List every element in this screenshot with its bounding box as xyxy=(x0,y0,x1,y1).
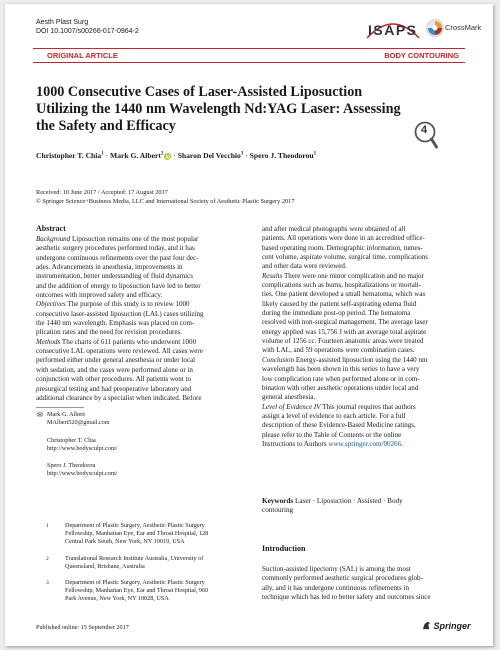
contact-name: Christopher T. Chia xyxy=(47,437,96,444)
abstract-line xyxy=(36,328,242,337)
line-text: likely caused by the patient self-aspirating edema fluid xyxy=(262,299,417,308)
line-text: assign a level of evidence to each article. For a full xyxy=(262,411,406,420)
line-text: volume of 1256 cc. Fourteen anatomic areas were treated xyxy=(262,337,424,346)
affiliation-line: Department of Plastic Surgery, Aesthetic Plastic Surgery xyxy=(65,579,205,586)
contact-link[interactable]: http://www.bodysculpt.com/ xyxy=(47,470,118,477)
abstract-line xyxy=(262,375,468,384)
author-name[interactable]: Christopher T. Chia xyxy=(36,151,102,160)
journal-doi: DOI 10.1007/s00266-017-0964-2 xyxy=(36,28,139,35)
abstract-line xyxy=(262,346,468,355)
affiliation-line: Central Park South, New York, NY 10019, USA xyxy=(65,538,185,545)
line-text: and other data were reviewed. xyxy=(262,262,347,271)
contact-link[interactable]: MAlbert520@gmail.com xyxy=(47,419,110,426)
received-accepted: Received: 10 June 2017 / Accepted: 17 August 2017 xyxy=(36,189,168,196)
line-text: instrumentation, better understanding of fluid dynamics xyxy=(36,272,193,281)
abstract-line xyxy=(262,262,468,271)
author-list xyxy=(36,151,316,160)
line-text: The charts of 611 patients who underwent 1000 xyxy=(60,337,197,346)
author-affiliation-mark: 2 xyxy=(160,151,164,157)
contact-link[interactable]: http://www.bodysculpt.com/ xyxy=(47,445,118,452)
abstract-line xyxy=(36,310,242,319)
introduction-line: ally, and it has undergone continuous refinements in xyxy=(262,583,409,592)
line-text: cent volume, aspirate volume, surgical time, complications xyxy=(262,253,429,262)
article-title: 1000 Consecutive Cases of Laser-Assisted Liposuction Utilizing the 1440 nm Wavelength Nd:YAG Laser: Assessing the Safety and Efficacy xyxy=(36,84,401,134)
affiliation-number: 3 xyxy=(46,580,49,586)
journal-name: Aesth Plast Surg xyxy=(36,19,89,26)
abstract-line xyxy=(262,253,468,262)
author-affiliation-mark: 3 xyxy=(240,151,244,157)
introduction-line: technique which has led to better safety and outcomes since xyxy=(262,593,431,602)
author-name[interactable]: Mark G. Albert xyxy=(110,151,161,160)
abstract-line xyxy=(36,244,242,253)
line-text: description of these Evidence-Based Medicine ratings, xyxy=(262,421,416,430)
introduction-heading: Introduction xyxy=(262,544,306,553)
line-text: low complication rate when performed alone or in com- xyxy=(262,374,420,383)
article-type-label: ORIGINAL ARTICLE xyxy=(47,51,118,60)
author-affiliation-mark: 1 xyxy=(101,151,104,157)
article-page xyxy=(5,4,493,646)
abstract-line xyxy=(262,337,468,346)
isaps-logo-text: ISAPS xyxy=(368,22,418,38)
line-text: bination with other aesthetic operations under local and xyxy=(262,383,419,392)
abstract-line xyxy=(262,300,468,309)
line-tail: . xyxy=(401,439,403,448)
line-text: additional clearance by a specialist when indicated. Before xyxy=(36,393,202,402)
line-text: undergone continuous refinements over the past four dec- xyxy=(36,253,199,262)
line-text: consecutive LAL operations were reviewed. All cases were xyxy=(36,347,203,356)
line-text: presurgical testing and had preoperative laboratory and xyxy=(36,384,192,393)
author-name[interactable]: Sharon Del Vecchio xyxy=(177,151,241,160)
line-text: during the immediate post-op period. The hematoma xyxy=(262,309,411,318)
abstract-line xyxy=(36,291,242,300)
abstract-line xyxy=(262,384,468,393)
affiliation-line: Translational Research Institute Australia, University of xyxy=(65,555,204,562)
abstract-line xyxy=(262,365,468,374)
springer-logo-text: Springer xyxy=(433,621,471,631)
line-text: conjunction with other procedures. All patients went to xyxy=(36,375,191,384)
article-dates xyxy=(36,189,294,206)
article-category-label: BODY CONTOURING xyxy=(384,51,459,60)
abstract-line xyxy=(262,356,468,365)
abstract-line xyxy=(262,234,468,243)
line-text: performed either under general anesthesia or under local xyxy=(36,356,196,365)
abstract-line xyxy=(36,272,242,281)
crossmark-button[interactable] xyxy=(426,17,482,39)
citations-count: 4 xyxy=(421,124,428,136)
keywords xyxy=(262,497,462,516)
affiliation-line: Park Avenue, New York, NY 10028, USA xyxy=(65,595,169,602)
abstract-line xyxy=(36,300,242,309)
line-text: aesthetic surgery procedures performed today, and it has xyxy=(36,244,195,253)
line-text: Instructions to Authors xyxy=(262,439,329,448)
line-text: please refer to the Table of Contents or the online xyxy=(262,430,402,439)
line-text: complications such as burns, hospitalizations or mortali- xyxy=(262,281,422,290)
line-text: and the addition of energy to liposuction have led to better xyxy=(36,281,201,290)
affiliation-line: Fellowship, Manhattan Eye, Ear and Throat Hospital, 128 xyxy=(65,530,209,537)
line-text: The purpose of this study is to review 1000 xyxy=(65,300,190,309)
line-text: ties. One patient developed a small hematoma, which was xyxy=(262,290,426,299)
author-separator: · xyxy=(243,151,250,160)
affiliation-line: Fellowship, Manhattan Eye, Ear and Throat Hospital, 960 xyxy=(65,587,209,594)
abstract-line xyxy=(36,394,242,403)
section-lead: Level of Evidence IV xyxy=(262,402,321,411)
affiliation-line: Department of Plastic Surgery, Aesthetic Plastic Surgery xyxy=(65,522,205,529)
line-text: There were one minor complication and no major xyxy=(282,271,424,280)
line-text: wavelength has been shown in this series to have a very xyxy=(262,365,420,374)
abstract-left-column xyxy=(36,235,242,403)
crossmark-icon xyxy=(426,19,444,37)
abstract-line xyxy=(262,225,468,234)
line-text: consecutive laser-assisted liposuction (LAL) cases utilizing xyxy=(36,309,204,318)
abstract-line xyxy=(262,328,468,337)
affiliation-number: 2 xyxy=(46,556,49,562)
citations-badge[interactable] xyxy=(414,121,438,149)
abstract-right-column xyxy=(262,225,468,449)
crossmark-label: CrossMark xyxy=(445,23,482,32)
abstract-heading: Abstract xyxy=(36,224,66,233)
abstract-line xyxy=(262,412,468,421)
author-separator: · xyxy=(171,151,178,160)
keywords-line-1: Laser · Liposuction · Assisted · Body xyxy=(293,497,403,505)
isaps-logo xyxy=(365,16,421,42)
author-affiliation-mark: 1 xyxy=(313,151,317,157)
abstract-line xyxy=(36,356,242,365)
line-text: outcomes with improved safety and efficacy. xyxy=(36,291,163,300)
line-text: with sedation, and the cases were performed alone or in xyxy=(36,365,193,374)
introduction-line: commonly performed aesthetic surgical procedures glob- xyxy=(262,574,423,583)
affiliation-number: 1 xyxy=(46,523,49,529)
line-text: general anesthesia. xyxy=(262,393,316,402)
line-text: Liposuction remains one of the most popular xyxy=(70,235,199,243)
section-lead: Results xyxy=(262,271,283,280)
keywords-line-2: contouring xyxy=(262,506,294,515)
introduction-line: Suction-assisted lipectomy (SAL) is among the most xyxy=(262,565,411,573)
section-lead: Objectives xyxy=(36,300,66,309)
abstract-line xyxy=(262,318,468,327)
line-text: with LAL, and 59 operations were combination cases. xyxy=(262,346,415,355)
line-text: Energy-assisted liposuction using the 1440 nm xyxy=(294,355,428,364)
springer-logo xyxy=(422,621,471,631)
line-text: resolved with non-surgical management. The average laser xyxy=(262,318,428,327)
line-text: This journal requires that authors xyxy=(320,402,416,411)
line-text: patients. All operations were done in an accredited office- xyxy=(262,234,425,243)
keywords-label: Keywords xyxy=(262,497,294,505)
published-online: Published online: 15 September 2017 xyxy=(36,624,129,631)
section-lead: Background xyxy=(36,235,71,243)
line-text: based operating room. Demographic information, tumes- xyxy=(262,243,423,252)
mail-icon: ✉ xyxy=(37,411,43,419)
abstract-line xyxy=(262,244,468,253)
author-separator: · xyxy=(103,151,111,160)
line-text: ades. Advancements in anesthesia, improvements in xyxy=(36,263,183,272)
springer-horse-icon xyxy=(422,621,431,630)
abstract-line xyxy=(262,309,468,318)
abstract-line xyxy=(36,347,242,356)
abstract-line xyxy=(36,338,242,347)
line-text: plication rates and the need for revision procedures. xyxy=(36,328,182,337)
line-text: the 1440 nm wavelength. Emphasis was placed on com- xyxy=(36,319,195,328)
author-name[interactable]: Spero J. Theodorou xyxy=(249,151,314,160)
abstract-line xyxy=(262,431,468,440)
contact-name: Spero J. Theodorou xyxy=(47,462,96,469)
contact-name: Mark G. Albert xyxy=(47,411,85,418)
contacts-divider xyxy=(36,407,84,408)
copyright-line: © Springer Science+Business Media, LLC and International Society of Aesthetic Plastic Surgery 2017 xyxy=(36,197,295,205)
line-text: energy applied was 15,756 J with an average total aspirate xyxy=(262,327,427,336)
journal-info xyxy=(36,18,139,36)
abstract-line xyxy=(262,440,468,449)
abstract-line xyxy=(36,263,242,272)
affiliation-line: Queensland, Brisbane, Australia xyxy=(65,563,145,570)
abstract-line xyxy=(262,272,468,281)
abstract-line xyxy=(36,385,242,394)
abstract-line xyxy=(36,235,242,244)
abstract-line xyxy=(262,421,468,430)
abstract-line xyxy=(36,375,242,384)
abstract-line xyxy=(36,366,242,375)
abstract-line xyxy=(262,290,468,299)
springer-link[interactable]: www.springer.com/00266 xyxy=(328,439,402,448)
section-lead: Conclusion xyxy=(262,355,295,364)
abstract-line xyxy=(36,319,242,328)
abstract-line xyxy=(36,254,242,263)
article-type-bar xyxy=(33,48,465,63)
abstract-line xyxy=(36,282,242,291)
introduction-text xyxy=(262,565,468,602)
abstract-line xyxy=(262,281,468,290)
abstract-line xyxy=(262,403,468,412)
section-lead: Methods xyxy=(36,337,61,346)
abstract-line xyxy=(262,393,468,402)
line-text: and after medical photographs were obtained of all xyxy=(262,225,406,233)
